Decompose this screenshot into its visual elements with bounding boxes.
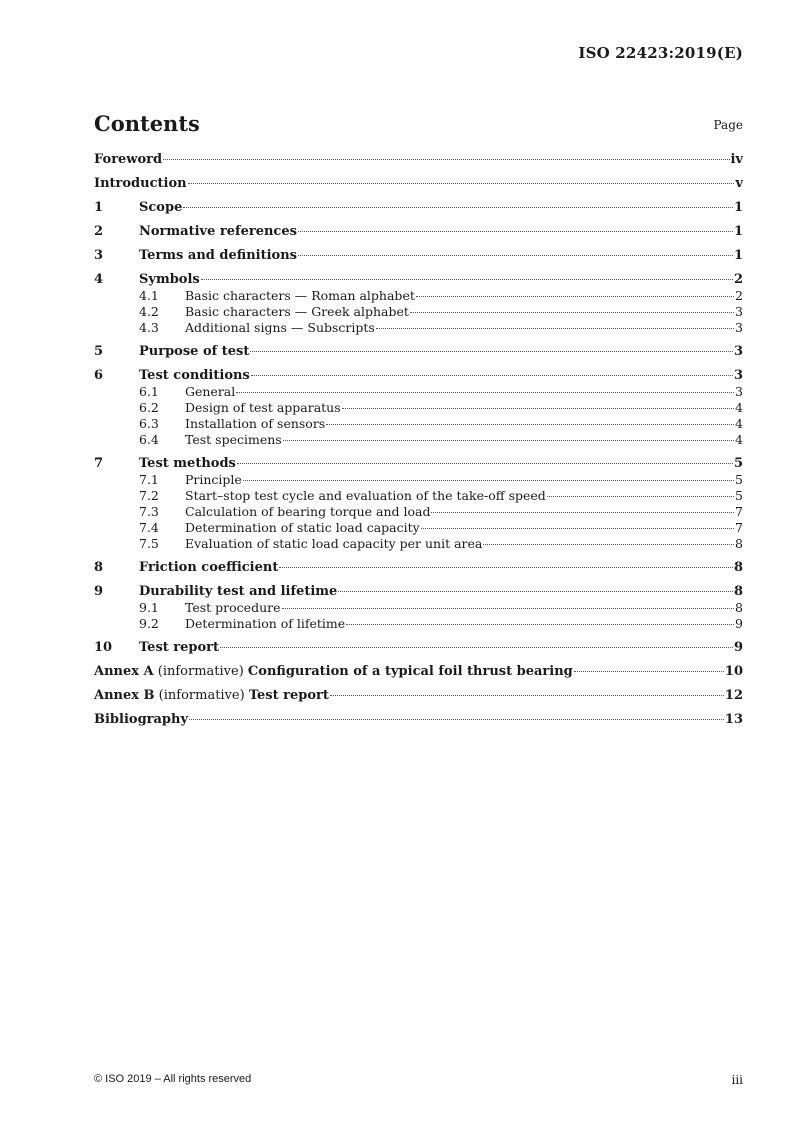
- toc-entry-number: 7.5: [139, 536, 159, 551]
- toc-entry[interactable]: [94, 616, 743, 632]
- toc-entry-number: 7.1: [139, 472, 159, 487]
- toc-entry[interactable]: [94, 504, 743, 520]
- annex-label: Annex A: [94, 664, 154, 679]
- toc-entry-number: 4: [94, 272, 104, 287]
- toc-entry-title: Determination of static load capacity: [185, 520, 420, 535]
- annex-title: Test report: [248, 688, 329, 703]
- toc-entry-title: Test report: [139, 640, 220, 655]
- dot-leader: [189, 719, 724, 720]
- toc-entry-title: Installation of sensors: [185, 416, 326, 431]
- toc-entry-page: 12: [724, 688, 743, 703]
- toc-entry[interactable]: [94, 472, 743, 488]
- page-title: Contents: [94, 111, 200, 136]
- dot-leader: [236, 392, 734, 393]
- toc-entry-number: 4.2: [139, 304, 159, 319]
- toc-entry[interactable]: [94, 344, 743, 360]
- dot-leader: [416, 296, 734, 297]
- toc-entry-title: [94, 688, 329, 704]
- toc-entry-page: 1: [733, 200, 743, 215]
- toc-entry-number: 7.4: [139, 520, 159, 535]
- toc-entry-title: Basic characters — Roman alphabet: [185, 288, 415, 303]
- toc-entry-title: Test conditions: [139, 368, 250, 383]
- toc-entry-page: 7: [735, 520, 743, 535]
- dot-leader: [342, 408, 734, 409]
- toc-entry-number: 8: [94, 560, 104, 575]
- toc-entry-page: 10: [724, 664, 743, 679]
- toc-entry-number: 6.2: [139, 400, 159, 415]
- toc-entry-page: 5: [735, 488, 743, 503]
- dot-leader: [330, 695, 724, 696]
- toc-entry-page: 5: [733, 456, 743, 471]
- dot-leader: [298, 255, 733, 256]
- document-id: ISO 22423:2019(E): [578, 44, 743, 62]
- toc-entry-page: 4: [735, 416, 743, 431]
- toc-entry-title: [94, 664, 573, 680]
- toc-entry[interactable]: [94, 272, 743, 288]
- toc-entry-title: Foreword: [94, 152, 163, 167]
- dot-leader: [282, 608, 735, 609]
- toc-entry[interactable]: [94, 304, 743, 320]
- toc-entry[interactable]: [94, 664, 743, 680]
- annex-note: (informative): [154, 688, 249, 703]
- toc-entry-title: General: [185, 384, 236, 399]
- toc-entry-title: Test specimens: [185, 432, 282, 447]
- dot-leader: [251, 375, 733, 376]
- toc-entry-page: 8: [735, 536, 743, 551]
- toc-entry[interactable]: [94, 584, 743, 600]
- dot-leader: [237, 463, 733, 464]
- dot-leader: [547, 496, 734, 497]
- toc-entry-title: Purpose of test: [139, 344, 250, 359]
- dot-leader: [431, 512, 734, 513]
- toc-entry-number: 4.3: [139, 320, 159, 335]
- toc-entry-number: 4.1: [139, 288, 159, 303]
- dot-leader: [163, 159, 729, 160]
- toc-entry[interactable]: [94, 200, 743, 216]
- toc-entry-title: Design of test apparatus: [185, 400, 341, 415]
- toc-entry-title: Friction coefficient: [139, 560, 279, 575]
- dot-leader: [283, 440, 734, 441]
- annex-label: Annex B: [94, 688, 155, 703]
- annex-title: Configuration of a typical foil thrust bearing: [247, 664, 573, 679]
- toc-entry-number: 9: [94, 584, 104, 599]
- dot-leader: [201, 279, 733, 280]
- toc-entry[interactable]: [94, 176, 743, 192]
- dot-leader: [346, 624, 734, 625]
- dot-leader: [243, 480, 734, 481]
- toc-entry-number: 10: [94, 640, 113, 655]
- toc-entry[interactable]: [94, 600, 743, 616]
- toc-entry-title: Test procedure: [185, 600, 281, 615]
- toc-entry-number: 7.2: [139, 488, 159, 503]
- toc-entry-title: Durability test and lifetime: [139, 584, 338, 599]
- toc-entry[interactable]: [94, 384, 743, 400]
- toc-entry-number: 6.1: [139, 384, 159, 399]
- dot-leader: [326, 424, 734, 425]
- toc-entry-number: 9.1: [139, 600, 159, 615]
- toc-entry-page: 8: [735, 600, 743, 615]
- toc-entry-page: 8: [733, 584, 743, 599]
- toc-entry-number: 1: [94, 200, 104, 215]
- dot-leader: [183, 207, 733, 208]
- toc-entry-page: 13: [724, 712, 743, 727]
- toc-entry-number: 7.3: [139, 504, 159, 519]
- toc-entry[interactable]: [94, 520, 743, 536]
- toc-entry-title: Start–stop test cycle and evaluation of the take-off speed: [185, 488, 546, 503]
- page-number: iii: [731, 1073, 743, 1087]
- toc-entry[interactable]: [94, 712, 743, 728]
- dot-leader: [279, 567, 733, 568]
- toc-entry-number: 9.2: [139, 616, 159, 631]
- toc-entry-title: Additional signs — Subscripts: [185, 320, 375, 335]
- toc-entry-page: 3: [733, 344, 743, 359]
- toc-entry-title: Terms and definitions: [139, 248, 297, 263]
- toc-entry[interactable]: [94, 456, 743, 472]
- dot-leader: [410, 312, 734, 313]
- dot-leader: [298, 231, 733, 232]
- toc-entry-number: 3: [94, 248, 104, 263]
- toc-entry-page: 8: [733, 560, 743, 575]
- toc-entry-page: 3: [735, 304, 743, 319]
- toc-entry-title: Determination of lifetime: [185, 616, 346, 631]
- toc-entry-page: 5: [735, 472, 743, 487]
- toc-entry-title: Evaluation of static load capacity per unit area: [185, 536, 483, 551]
- toc-entry[interactable]: [94, 640, 743, 656]
- toc-entry-number: 6.3: [139, 416, 159, 431]
- dot-leader: [574, 671, 724, 672]
- toc-entry[interactable]: [94, 488, 743, 504]
- toc-entry[interactable]: [94, 320, 743, 336]
- page-column-label: Page: [713, 118, 743, 132]
- toc-entry-number: 6.4: [139, 432, 159, 447]
- copyright-notice: © ISO 2019 – All rights reserved: [94, 1073, 252, 1085]
- toc-entry-page: 3: [733, 368, 743, 383]
- dot-leader: [483, 544, 734, 545]
- toc-entry-page: 3: [735, 384, 743, 399]
- table-of-contents: [94, 152, 743, 728]
- toc-entry[interactable]: [94, 224, 743, 240]
- dot-leader: [338, 591, 733, 592]
- toc-entry[interactable]: [94, 688, 743, 704]
- toc-entry-title: Symbols: [139, 272, 200, 287]
- toc-entry[interactable]: [94, 536, 743, 552]
- toc-entry-number: 7: [94, 456, 104, 471]
- dot-leader: [188, 183, 735, 184]
- toc-entry-number: 2: [94, 224, 104, 239]
- toc-entry[interactable]: [94, 288, 743, 304]
- toc-entry-title: Test methods: [139, 456, 236, 471]
- toc-entry-title: Basic characters — Greek alphabet: [185, 304, 409, 319]
- dot-leader: [421, 528, 734, 529]
- toc-entry-title: Normative references: [139, 224, 297, 239]
- toc-entry-page: 9: [735, 616, 743, 631]
- toc-entry-number: 6: [94, 368, 104, 383]
- toc-entry[interactable]: [94, 368, 743, 384]
- toc-entry[interactable]: [94, 416, 743, 432]
- annex-note: (informative): [153, 664, 248, 679]
- toc-entry-page: 4: [735, 400, 743, 415]
- toc-entry[interactable]: [94, 152, 743, 168]
- toc-entry[interactable]: [94, 248, 743, 264]
- toc-entry-title: Bibliography: [94, 712, 189, 727]
- toc-entry-page: v: [735, 176, 743, 191]
- toc-entry[interactable]: [94, 560, 743, 576]
- toc-entry[interactable]: [94, 432, 743, 448]
- toc-entry-number: 5: [94, 344, 104, 359]
- toc-entry-page: 1: [733, 224, 743, 239]
- toc-entry-title: Scope: [139, 200, 183, 215]
- toc-entry-page: 4: [735, 432, 743, 447]
- toc-entry-page: iv: [730, 152, 743, 167]
- toc-entry-page: 7: [735, 504, 743, 519]
- toc-entry-title: Calculation of bearing torque and load: [185, 504, 431, 519]
- toc-entry-page: 2: [733, 272, 743, 287]
- dot-leader: [220, 647, 733, 648]
- toc-entry-page: 1: [733, 248, 743, 263]
- dot-leader: [376, 328, 734, 329]
- toc-entry[interactable]: [94, 400, 743, 416]
- toc-entry-title: Principle: [185, 472, 242, 487]
- toc-entry-page: 2: [735, 288, 743, 303]
- toc-entry-page: 3: [735, 320, 743, 335]
- toc-entry-page: 9: [733, 640, 743, 655]
- toc-entry-title: Introduction: [94, 176, 187, 191]
- dot-leader: [250, 351, 733, 352]
